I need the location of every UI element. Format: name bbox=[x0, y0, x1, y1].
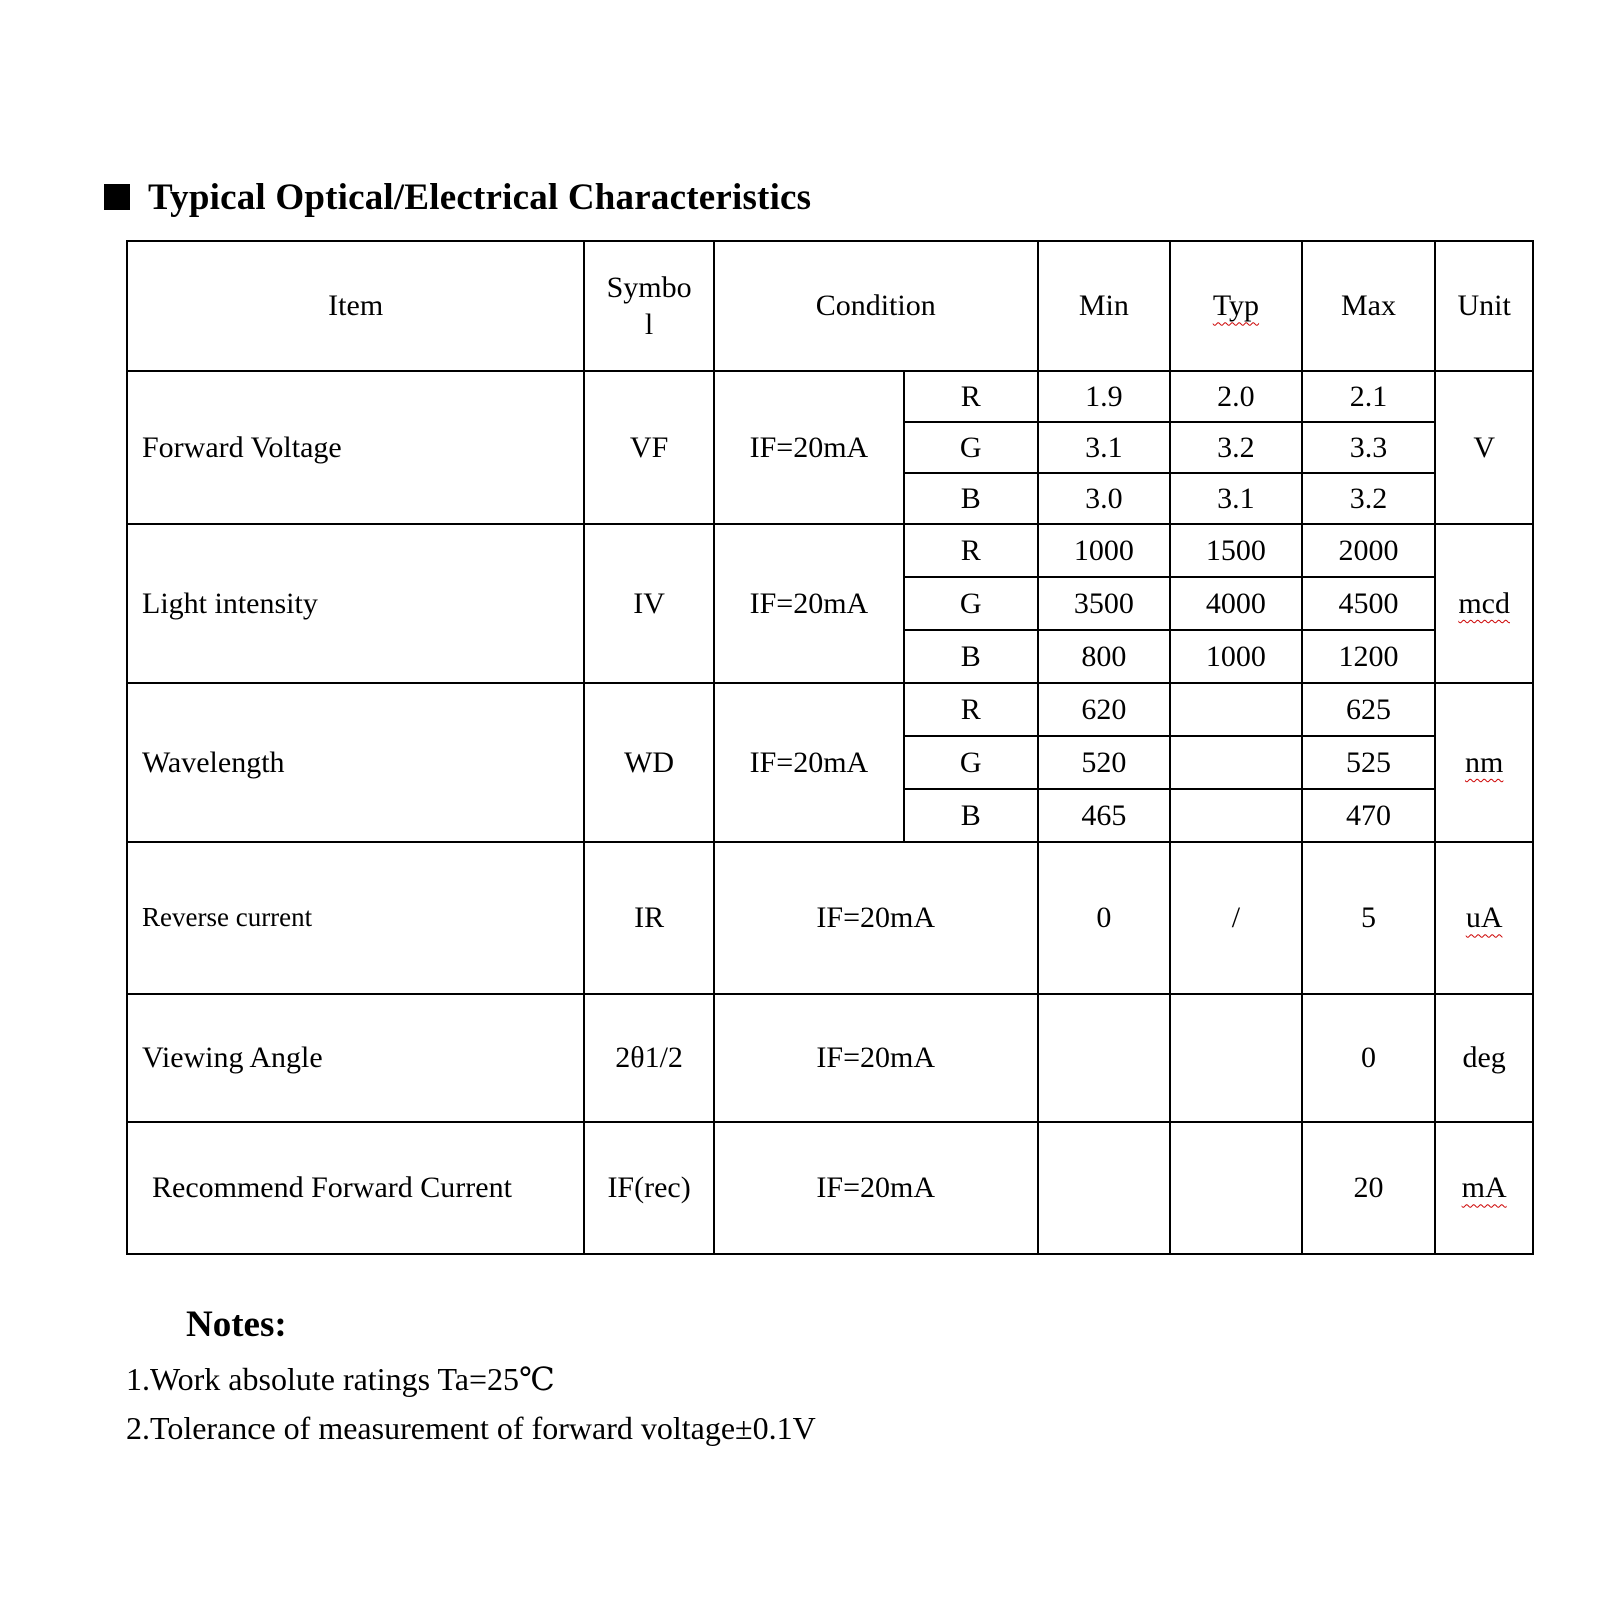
min-cell: 3.1 bbox=[1038, 422, 1171, 473]
max-cell: 3.2 bbox=[1302, 473, 1436, 524]
typ-cell: 1000 bbox=[1170, 630, 1302, 683]
symbol-cell: IR bbox=[584, 842, 713, 994]
max-cell: 470 bbox=[1302, 789, 1436, 842]
symbol-cell: 2θ1/2 bbox=[584, 994, 713, 1122]
header-row bbox=[127, 241, 1533, 371]
max-cell: 625 bbox=[1302, 683, 1436, 736]
item-cell: Viewing Angle bbox=[127, 994, 584, 1122]
item-cell: Forward Voltage bbox=[127, 371, 584, 524]
item-cell: Reverse current bbox=[127, 842, 584, 994]
header-unit: Unit bbox=[1435, 241, 1533, 371]
min-cell: 1.9 bbox=[1038, 371, 1171, 422]
header-item: Item bbox=[127, 241, 584, 371]
square-bullet-icon bbox=[104, 184, 130, 210]
item-cell: Wavelength bbox=[127, 683, 584, 842]
table-row bbox=[127, 371, 1533, 422]
section-title: Typical Optical/Electrical Characteristics bbox=[148, 176, 812, 218]
notes-title: Notes: bbox=[186, 1304, 287, 1345]
channel-cell: G bbox=[904, 422, 1038, 473]
condition-cell: IF=20mA bbox=[714, 842, 1038, 994]
symbol-cell: WD bbox=[584, 683, 713, 842]
table-row bbox=[127, 524, 1533, 577]
channel-cell: G bbox=[904, 577, 1038, 630]
table-row bbox=[127, 994, 1533, 1122]
channel-cell: R bbox=[904, 683, 1038, 736]
channel-cell: B bbox=[904, 789, 1038, 842]
table-row bbox=[127, 683, 1533, 736]
note-item: 2.Tolerance of measurement of forward voltage±0.1V bbox=[126, 1410, 816, 1446]
symbol-cell: VF bbox=[584, 371, 713, 524]
min-cell bbox=[1038, 994, 1171, 1122]
min-cell: 3500 bbox=[1038, 577, 1171, 630]
max-cell: 4500 bbox=[1302, 577, 1436, 630]
header-condition: Condition bbox=[714, 241, 1038, 371]
item-cell: Recommend Forward Current bbox=[127, 1122, 584, 1254]
condition-cell: IF=20mA bbox=[714, 524, 904, 683]
typ-cell bbox=[1170, 736, 1302, 789]
max-cell: 0 bbox=[1302, 994, 1436, 1122]
typ-cell bbox=[1170, 994, 1302, 1122]
min-cell bbox=[1038, 1122, 1171, 1254]
condition-cell: IF=20mA bbox=[714, 994, 1038, 1122]
table-row bbox=[127, 1122, 1533, 1254]
min-cell: 520 bbox=[1038, 736, 1171, 789]
note-item: 1.Work absolute ratings Ta=25℃ bbox=[126, 1361, 555, 1397]
section-heading bbox=[104, 172, 811, 222]
max-cell: 2.1 bbox=[1302, 371, 1436, 422]
unit-cell: mcd bbox=[1435, 524, 1533, 683]
typ-cell bbox=[1170, 789, 1302, 842]
max-cell: 2000 bbox=[1302, 524, 1436, 577]
min-cell: 1000 bbox=[1038, 524, 1171, 577]
item-cell: Light intensity bbox=[127, 524, 584, 683]
unit-cell: mA bbox=[1435, 1122, 1533, 1254]
unit-cell: V bbox=[1435, 371, 1533, 524]
header-min: Min bbox=[1038, 241, 1171, 371]
header-typ: Typ bbox=[1170, 241, 1302, 371]
typ-cell: 3.2 bbox=[1170, 422, 1302, 473]
unit-cell: nm bbox=[1435, 683, 1533, 842]
min-cell: 800 bbox=[1038, 630, 1171, 683]
characteristics-table bbox=[126, 240, 1534, 1255]
channel-cell: R bbox=[904, 371, 1038, 422]
typ-cell: 2.0 bbox=[1170, 371, 1302, 422]
channel-cell: R bbox=[904, 524, 1038, 577]
channel-cell: B bbox=[904, 473, 1038, 524]
unit-cell: deg bbox=[1435, 994, 1533, 1122]
min-cell: 0 bbox=[1038, 842, 1171, 994]
condition-cell: IF=20mA bbox=[714, 1122, 1038, 1254]
header-symbol: Symbo l bbox=[584, 241, 713, 371]
condition-cell: IF=20mA bbox=[714, 371, 904, 524]
max-cell: 20 bbox=[1302, 1122, 1436, 1254]
typ-cell bbox=[1170, 1122, 1302, 1254]
condition-cell: IF=20mA bbox=[714, 683, 904, 842]
channel-cell: G bbox=[904, 736, 1038, 789]
max-cell: 5 bbox=[1302, 842, 1436, 994]
max-cell: 3.3 bbox=[1302, 422, 1436, 473]
header-max: Max bbox=[1302, 241, 1436, 371]
typ-cell: 3.1 bbox=[1170, 473, 1302, 524]
typ-cell: / bbox=[1170, 842, 1302, 994]
min-cell: 465 bbox=[1038, 789, 1171, 842]
channel-cell: B bbox=[904, 630, 1038, 683]
max-cell: 1200 bbox=[1302, 630, 1436, 683]
typ-cell bbox=[1170, 683, 1302, 736]
max-cell: 525 bbox=[1302, 736, 1436, 789]
min-cell: 3.0 bbox=[1038, 473, 1171, 524]
unit-cell: uA bbox=[1435, 842, 1533, 994]
symbol-cell: IF(rec) bbox=[584, 1122, 713, 1254]
symbol-cell: IV bbox=[584, 524, 713, 683]
typ-cell: 4000 bbox=[1170, 577, 1302, 630]
min-cell: 620 bbox=[1038, 683, 1171, 736]
typ-cell: 1500 bbox=[1170, 524, 1302, 577]
table-row bbox=[127, 842, 1533, 994]
